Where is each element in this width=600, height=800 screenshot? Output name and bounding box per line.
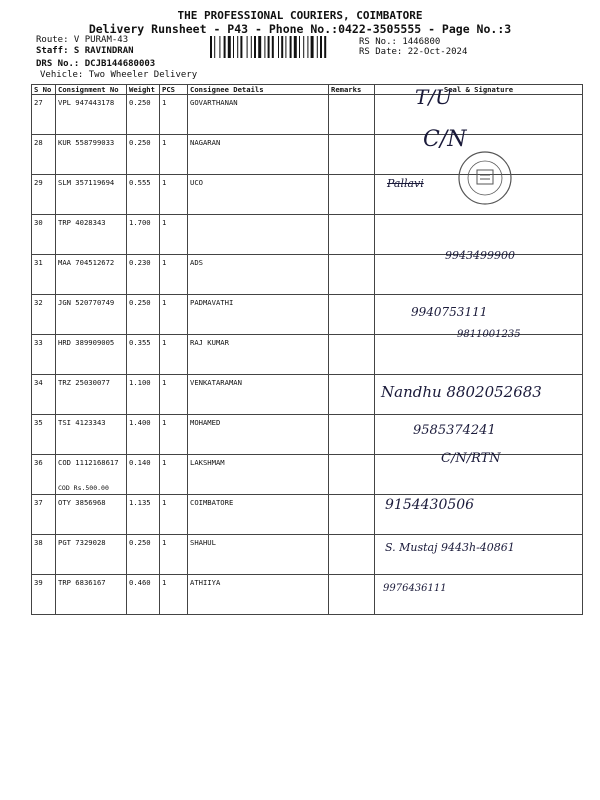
col-signature: Seal & Signature [375,85,583,95]
row-consignment-text: JGN 520770749 [58,298,115,307]
row-consignee [188,375,329,415]
row-consignment [56,575,127,615]
row-sno-text: 36 [34,458,43,467]
row-consignee [188,415,329,455]
row-weight [127,415,160,455]
row-weight [127,255,160,295]
row-consignment-text: OTY 3856968 [58,498,106,507]
row-weight [127,295,160,335]
table-row [32,535,583,575]
row-sno [32,495,56,535]
row-pcs-text: 1 [162,218,167,227]
row-consignee [188,495,329,535]
row-consignment [56,535,127,575]
row-consignment [56,415,127,455]
handwritten-signature: 9976436111 [383,583,447,594]
row-consignment-text: TRP 4028343 [58,218,106,227]
row-signature [375,249,583,295]
rs-number: RS No.: 1446800 [359,37,441,47]
barcode-bar [307,36,308,58]
row-weight [127,455,160,495]
barcode-bar [281,36,283,58]
row-consignment-text: SLM 357119694 [58,178,115,187]
row-pcs [160,575,188,615]
row-consignment-text: TRP 6836167 [58,578,106,587]
row-consignee-text: RAJ KUMAR [190,338,229,347]
row-sno-text: 34 [34,378,43,387]
barcode-bar [210,36,212,58]
row-sno [32,415,56,455]
row-weight-text: 0.555 [129,178,151,187]
handwritten-signature: 9811001235 [457,329,521,340]
row-pcs [160,495,188,535]
row-weight [127,535,160,575]
row-sno-text: 31 [34,258,43,267]
row-consignee [188,535,329,575]
row-pcs-text: 1 [162,138,167,147]
col-pcs: PCS [160,85,188,95]
row-consignee [188,295,329,335]
row-sno-text: 38 [34,538,43,547]
row-signature [375,451,583,495]
row-weight [127,495,160,535]
row-remarks [329,295,375,335]
row-pcs [160,535,188,575]
row-pcs-text: 1 [162,178,167,187]
row-pcs [160,95,188,135]
row-sno [32,575,56,615]
barcode-bar [317,36,318,58]
row-sno-text: 29 [34,178,43,187]
handwritten-signature: S. Mustaj 9443h-40861 [385,541,515,554]
row-remarks [329,575,375,615]
col-consignment: Consignment No [56,85,127,95]
barcode [210,36,350,58]
row-consignment [56,495,127,535]
row-sno-text: 28 [34,138,43,147]
row-pcs-text: 1 [162,538,167,547]
barcode-bar [303,36,304,58]
row-weight-text: 0.250 [129,298,151,307]
row-consignment-text: PGT 7329028 [58,538,106,547]
row-remarks [329,415,375,455]
row-pcs [160,255,188,295]
row-pcs-text: 1 [162,298,167,307]
barcode-bar [324,36,326,58]
barcode-bar [258,36,261,58]
table-row [32,255,583,295]
row-consignee [188,215,329,255]
row-weight [127,175,160,215]
row-signature [375,495,583,535]
barcode-bar [285,36,286,58]
row-remarks [329,335,375,375]
row-pcs [160,215,188,255]
row-weight-text: 1.400 [129,418,151,427]
row-pcs-text: 1 [162,378,167,387]
rs-date: RS Date: 22-Oct-2024 [359,47,468,57]
row-consignee-text: ADS [190,258,203,267]
row-consignee [188,175,329,215]
row-consignee-text: LAKSHMAM [190,458,225,467]
row-sno [32,335,56,375]
row-consignee [188,455,329,495]
seal-stamp [455,148,515,208]
row-sno-text: 33 [34,338,43,347]
row-pcs-text: 1 [162,458,167,467]
row-pcs-text: 1 [162,578,167,587]
barcode-bar [278,36,279,58]
row-consignee [188,575,329,615]
row-remarks [329,495,375,535]
row-pcs-text: 1 [162,498,167,507]
row-remarks [329,255,375,295]
row-remarks [329,455,375,495]
table-header-row [32,85,583,95]
barcode-bar [237,36,238,58]
row-signature [375,415,583,455]
row-consignee [188,335,329,375]
row-sno [32,95,56,135]
handwritten-signature: 9940753111 [411,305,488,319]
row-consignment [56,175,127,215]
barcode-bar [219,36,220,58]
barcode-bar [294,36,297,58]
row-weight-text: 1.700 [129,218,151,227]
row-pcs-text: 1 [162,258,167,267]
row-consignee [188,95,329,135]
row-sno-text: 30 [34,218,43,227]
table-row [32,375,583,415]
staff-label: Staff: S RAVINDRAN [36,46,134,56]
table-row [32,95,583,135]
table-row [32,335,583,375]
row-pcs [160,415,188,455]
barcode-bar [264,36,265,58]
row-pcs [160,455,188,495]
handwritten-signature: Nandhu 8802052683 [381,383,542,401]
row-consignee-text: ATHIIYA [190,578,221,587]
row-weight [127,215,160,255]
row-remarks [329,95,375,135]
row-consignment-text: KUR 558799033 [58,138,115,147]
row-weight-text: 0.250 [129,138,151,147]
row-consignee-text: GOVARTHANAN [190,98,238,107]
barcode-bar [240,36,242,58]
row-remarks [329,135,375,175]
row-sno [32,375,56,415]
row-consignment-text: COD 1112168617 [58,458,119,467]
row-remarks [329,175,375,215]
row-consignee-text: COIMBATORE [190,498,234,507]
barcode-bar [272,36,274,58]
row-consignee [188,255,329,295]
row-consignment-text: TSI 4123343 [58,418,106,427]
row-pcs-text: 1 [162,98,167,107]
barcode-bar [214,36,215,58]
row-weight [127,135,160,175]
row-weight [127,575,160,615]
row-sno [32,535,56,575]
handwritten-signature: 9154430506 [385,497,475,513]
barcode-bar [251,36,252,58]
barcode-bar [254,36,256,58]
handwritten-signature: T/U [415,85,452,109]
row-pcs-text: 1 [162,338,167,347]
row-pcs [160,335,188,375]
row-consignee-text: VENKATARAMAN [190,378,242,387]
row-weight-text: 0.250 [129,98,151,107]
row-weight-text: 0.355 [129,338,151,347]
row-consignee-text: UCO [190,178,203,187]
barcode-bar [233,36,234,58]
row-consignment [56,375,127,415]
table-row [32,415,583,455]
row-consignee-text: MOHAMED [190,418,221,427]
col-weight: Weight [127,85,160,95]
handwritten-signature: C/N [423,127,467,152]
row-weight [127,335,160,375]
row-consignment-text: VPL 947443178 [58,98,115,107]
row-weight [127,95,160,135]
drs-number: DRS No.: DCJB144680003 [36,59,156,69]
row-consignment-text: MAA 704512672 [58,258,115,267]
row-consignment [56,135,127,175]
barcode-bar [268,36,270,58]
col-sno: S No [32,85,56,95]
row-consignee-text: PADMAVATHI [190,298,234,307]
row-weight-text: 0.230 [129,258,151,267]
cod-amount: COD Rs.500.00 [58,484,109,492]
row-weight-text: 1.135 [129,498,151,507]
table-row [32,495,583,535]
row-sno [32,215,56,255]
row-sno-text: 32 [34,298,43,307]
row-consignment [56,95,127,135]
row-sno-text: 39 [34,578,43,587]
barcode-bar [311,36,314,58]
row-consignment [56,295,127,335]
row-sno-text: 37 [34,498,43,507]
route-label: Route: V PURAM-43 [36,35,129,45]
row-pcs-text: 1 [162,418,167,427]
row-sno [32,175,56,215]
barcode-bar [290,36,292,58]
barcode-bar [320,36,322,58]
handwritten-signature: 9585374241 [413,423,496,438]
row-weight [127,375,160,415]
table-row [32,575,583,615]
row-signature [375,535,583,575]
row-remarks [329,215,375,255]
row-sno [32,135,56,175]
row-consignee-text: NAGARAN [190,138,221,147]
col-remarks: Remarks [329,85,375,95]
barcode-bar [228,36,231,58]
row-consignment [56,255,127,295]
row-consignment-text: TRZ 25030077 [58,378,110,387]
col-consignee: Consignee Details [188,85,329,95]
runsheet-title: Delivery Runsheet - P43 - Phone No.:0422-3505555 - Page No.:3 [88,22,512,36]
row-weight-text: 0.460 [129,578,151,587]
row-sno-text: 35 [34,418,43,427]
row-sno [32,455,56,495]
row-pcs [160,375,188,415]
row-sno [32,255,56,295]
handwritten-signature: 9943499900 [445,249,515,262]
row-sno-text: 27 [34,98,43,107]
barcode-bar [299,36,300,58]
row-pcs [160,175,188,215]
row-signature [375,329,583,375]
row-consignment [56,215,127,255]
vehicle-label: Vehicle: Two Wheeler Delivery [40,70,198,80]
row-signature [375,375,583,415]
row-remarks [329,535,375,575]
handwritten-signature: Pallavi [387,177,424,190]
row-consignment [56,455,127,495]
handwritten-signature: C/N/RTN [441,451,501,466]
row-remarks [329,375,375,415]
table-row [32,455,583,495]
row-consignee [188,135,329,175]
row-pcs [160,295,188,335]
row-consignment [56,335,127,375]
row-sno [32,295,56,335]
row-consignment-text: HRD 389909005 [58,338,115,347]
row-weight-text: 1.100 [129,378,151,387]
row-signature [375,575,583,615]
row-pcs [160,135,188,175]
company-name: THE PROFESSIONAL COURIERS, COIMBATORE [177,9,423,22]
row-consignee-text: SHAHUL [190,538,216,547]
barcode-bar [247,36,248,58]
row-weight-text: 0.250 [129,538,151,547]
row-weight-text: 0.140 [129,458,151,467]
barcode-bar [224,36,226,58]
